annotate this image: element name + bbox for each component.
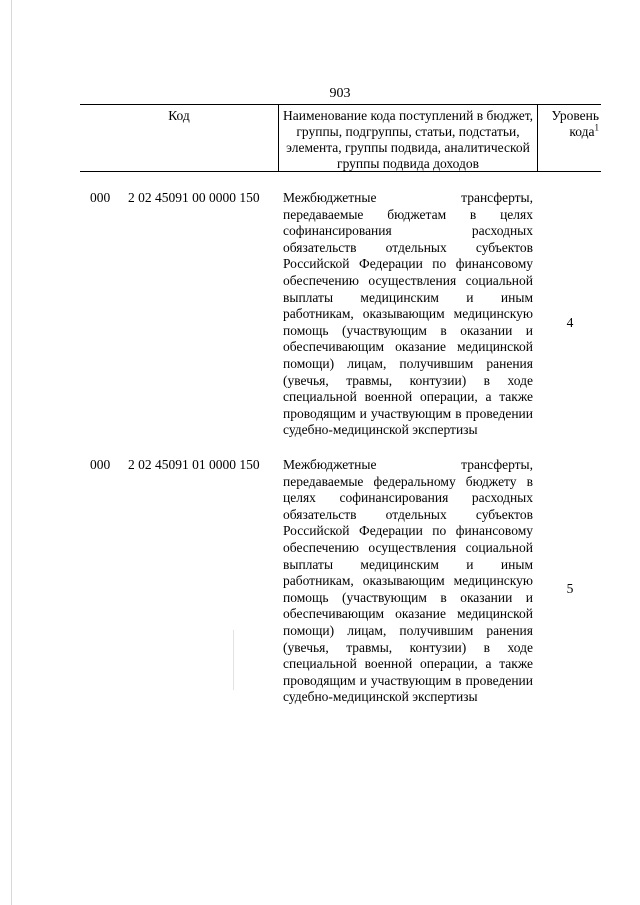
header-name-cell [278,105,538,171]
header-code-cell [80,105,278,171]
row-admin-code: 000 [90,457,111,472]
header-level-footnote: 1 [594,122,599,133]
row-kbk-code: 2 02 45091 00 0000 150 [128,190,260,205]
header-code-label: Код [168,108,190,123]
scan-artifact [233,630,234,690]
header-level-cell [538,105,601,171]
row-name: Межбюджетные трансферты, передаваемые федеральному бюджету в целях софинансирования расходных обязательств отдельных субъектов Российской Федерации по финансовому обеспечению осуществления социальной выплаты медицинским и иным работникам, оказывающим медицинскую помощь (участвующим в оказании и обеспечивающим оказание медицинской помощи) лицам, получившим ранения (увечья, травмы, контузии) в ходе специальной военной операции, а также проводящим и участвующим в проведении судебно-медицинской экспертизы [283,457,533,705]
row-admin-code: 000 [90,190,111,205]
row-name: Межбюджетные трансферты, передаваемые бюджетам в целях софинансирования расходных обязательств отдельных субъектов Российской Федерации по финансовому обеспечению осуществления социальной выплаты медицинским и иным работникам, оказывающим медицинскую помощь (участвующим в оказании и обеспечивающим оказание медицинской помощи) лицам, получившим ранения (увечья, травмы, контузии) в ходе специальной военной операции, а также проводящим и участвующим в проведении судебно-медицинской экспертизы [283,190,533,438]
table-header [80,104,601,172]
row-level: 4 [566,315,574,330]
table-row [80,190,601,460]
page-edge-line [11,0,12,905]
header-level-label: Уровень кода [551,108,599,139]
table-row [80,457,601,727]
page-number: 903 [329,86,351,101]
row-level: 5 [566,581,574,596]
header-name-label: Наименование кода поступлений в бюджет, группы, подгруппы, статьи, подстатьи, элемента, группы подвида, аналитической группы подвида доходов [283,108,534,171]
row-kbk-code: 2 02 45091 01 0000 150 [128,457,260,472]
